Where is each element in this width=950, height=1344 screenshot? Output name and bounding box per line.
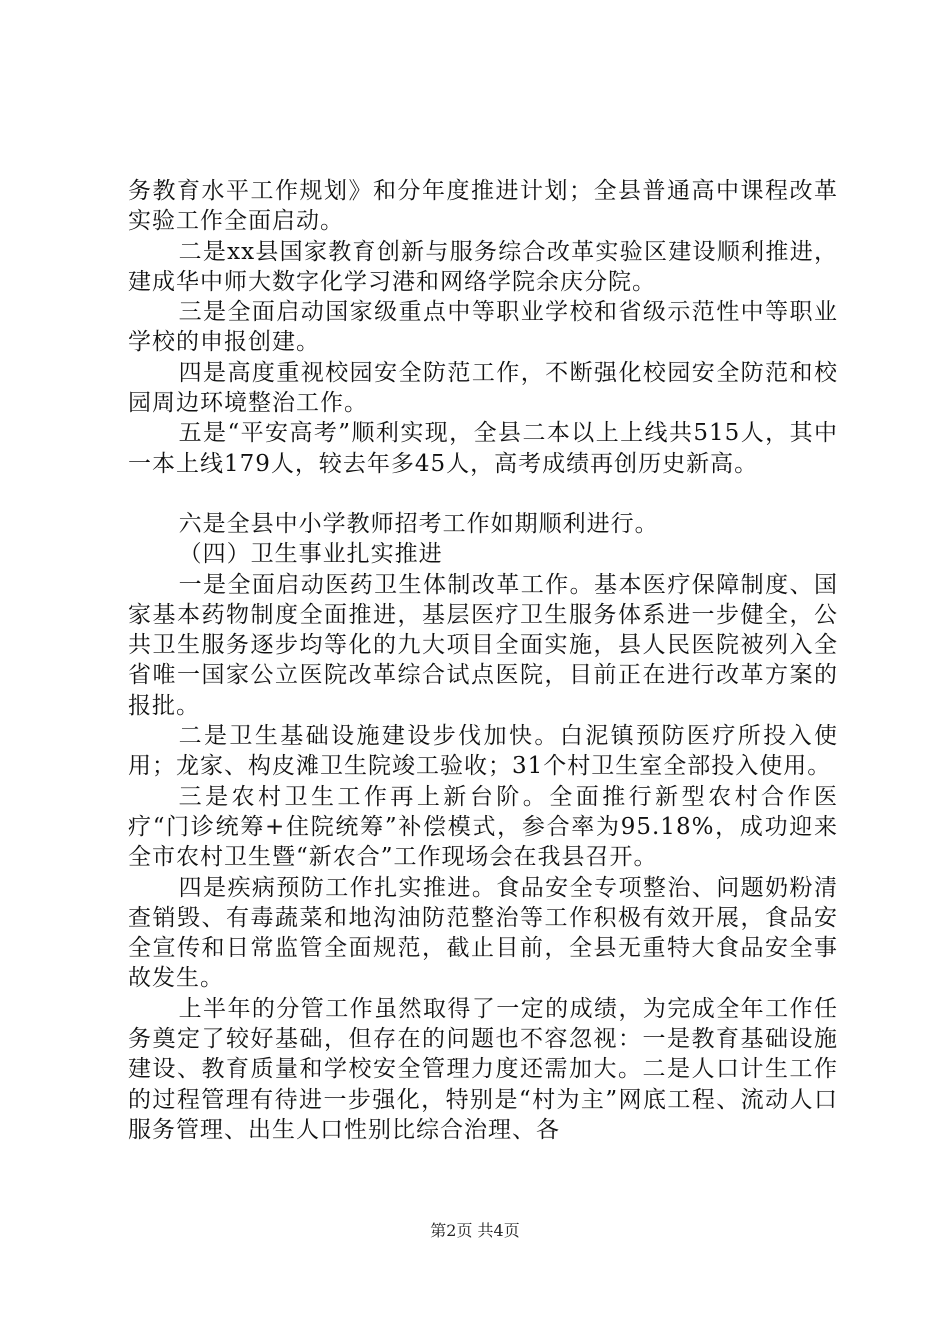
paragraph-continuation: 务教育水平工作规划》和分年度推进计划；全县普通高中课程改革实验工作全面启动。	[128, 178, 838, 235]
paragraph: 四是高度重视校园安全防范工作，不断强化校园安全防范和校园周边环境整治工作。	[128, 359, 838, 417]
paragraph: 三是农村卫生工作再上新台阶。全面推行新型农村合作医疗“门诊统筹+住院统筹”补偿模式，参合率为95.18%，成功迎来全市农村卫生暨“新农合”工作现场会在我县召开。	[128, 783, 838, 871]
section-heading: （四）卫生事业扎实推进	[178, 541, 443, 568]
paragraph: 上半年的分管工作虽然取得了一定的成绩，为完成全年工作任务奠定了较好基础，但存在的问题也不容忽视：一是教育基础设施建设、教育质量和学校安全管理力度还需加大。二是人口计生工作的过程管理有待进一步强化，特别是“村为主”网底工程、流动人口服务管理、出生人口性别比综合治理、各	[128, 995, 838, 1143]
document-body	[128, 176, 838, 1145]
paragraph: 五是“平安高考”顺利实现，全县二本以上上线共515人，其中一本上线179人，较去年多45人，高考成绩再创历史新高。	[128, 420, 838, 477]
paragraph: 一是全面启动医药卫生体制改革工作。基本医疗保障制度、国家基本药物制度全面推进，基层医疗卫生服务体系进一步健全，公共卫生服务逐步均等化的九大项目全面实施，县人民医院被列入全省唯一国家公立医院改革综合试点医院，目前正在进行改革方案的报批。	[128, 571, 838, 719]
paragraph: 六是全县中小学教师招考工作如期顺利进行。	[178, 510, 659, 537]
page-number-footer: 第2页 共4页	[430, 1221, 520, 1240]
paragraph: 二是xx县国家教育创新与服务综合改革实验区建设顺利推进，建成华中师大数字化学习港和网络学院余庆分院。	[128, 238, 838, 295]
paragraph: 三是全面启动国家级重点中等职业学校和省级示范性中等职业学校的申报创建。	[128, 299, 838, 356]
paragraph: 四是疾病预防工作扎实推进。食品安全专项整治、问题奶粉清查销毁、有毒蔬菜和地沟油防范整治等工作积极有效开展，食品安全宣传和日常监管全面规范，截止目前，全县无重特大食品安全事故发生。	[128, 874, 838, 992]
paragraph: 二是卫生基础设施建设步伐加快。白泥镇预防医疗所投入使用；龙家、构皮滩卫生院竣工验收；31个村卫生室全部投入使用。	[128, 723, 838, 780]
